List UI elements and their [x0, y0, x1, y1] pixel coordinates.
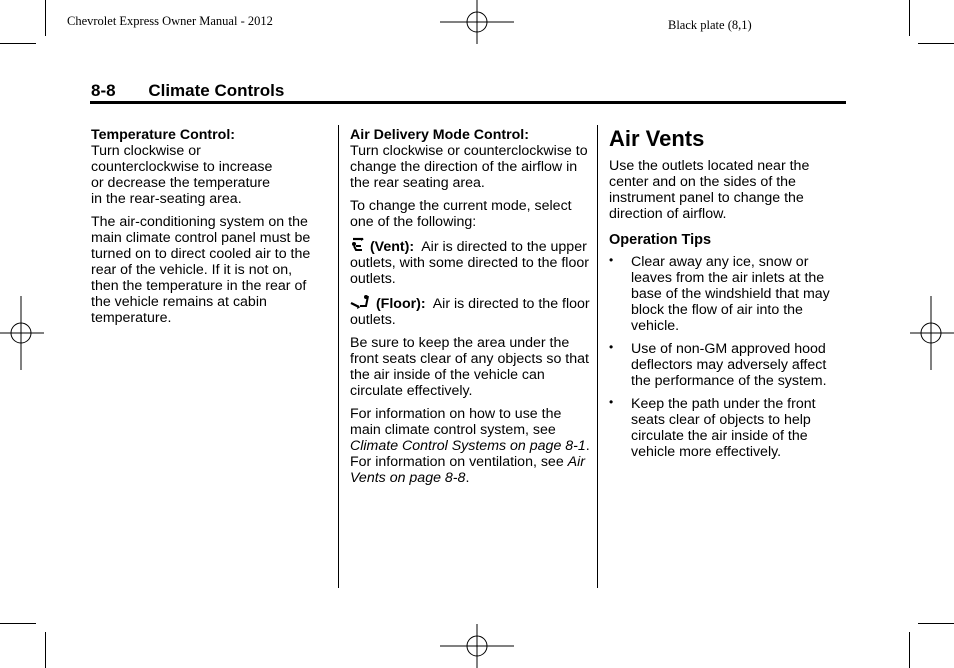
- column-divider-1: [338, 125, 339, 588]
- operation-tips-heading: Operation Tips: [609, 232, 712, 248]
- column-2: [350, 127, 590, 493]
- column-3: [609, 127, 845, 467]
- climate-control-systems-link[interactable]: Climate Control Systems on page 8-1: [350, 438, 586, 454]
- vent-mode-label: (Vent):: [369, 239, 415, 255]
- temperature-control-paragraph: [91, 127, 323, 207]
- air-vents-intro: Use the outlets located near the center and on the sides of the instrument panel to change the direction of airflow.: [609, 158, 810, 222]
- column-divider-2: [597, 125, 598, 588]
- clear-area-paragraph: Be sure to keep the area under the front seats clear of any objects so that the air inside of the vehicle can circulate effectively.: [350, 335, 589, 399]
- column-1: [91, 127, 323, 333]
- list-item: • Clear away any ice, snow or leaves from the air inlets at the base of the windshield that may block the flow of air into the vehicle.: [609, 253, 830, 334]
- vent-mode-icon: [350, 237, 366, 253]
- bullet: •: [609, 395, 614, 409]
- bullet: •: [609, 340, 614, 354]
- air-delivery-mode-heading: Air Delivery Mode Control:: [350, 127, 529, 143]
- select-mode-paragraph: To change the current mode, select one of the following:: [350, 198, 572, 230]
- floor-mode-paragraph: [350, 294, 590, 328]
- air-delivery-mode-paragraph: [350, 127, 590, 191]
- operation-tips-list: [609, 254, 845, 460]
- list-item: • Use of non-GM approved hood deflectors may adversely affect the performance of the system.: [609, 340, 827, 389]
- manual-title: Chevrolet Express Owner Manual - 2012: [67, 14, 273, 28]
- registration-mark-top: [440, 0, 514, 44]
- registration-mark-right: [910, 296, 954, 370]
- air-delivery-mode-text: Turn clockwise or counterclockwise to change the direction of the airflow in the rear seating area.: [350, 143, 588, 191]
- section-rule: [90, 101, 846, 104]
- more-info-end: .: [465, 470, 470, 486]
- floor-mode-label: (Floor):: [375, 296, 426, 312]
- temperature-control-heading: Temperature Control:: [91, 127, 235, 143]
- vent-mode-text: Air is directed to the upper outlets, with some directed to the floor outlets.: [350, 239, 589, 287]
- bullet: •: [609, 253, 614, 267]
- air-vents-link[interactable]: Air Vents on page 8-8: [350, 454, 586, 486]
- plate-label: Black plate (8,1): [668, 18, 752, 32]
- more-info-intro: For information on how to use the main climate control system, see: [350, 406, 562, 438]
- section-title: Climate Controls: [148, 81, 285, 100]
- more-info-middle: . For information on ventilation, see: [350, 438, 590, 470]
- floor-mode-text: Air is directed to the floor outlets.: [350, 296, 590, 328]
- registration-mark-left: [0, 296, 44, 370]
- section-number: 8-8: [91, 81, 116, 100]
- air-vents-title: Air Vents: [609, 126, 705, 151]
- vent-mode-paragraph: [350, 237, 590, 287]
- ac-system-paragraph: The air-conditioning system on the main climate control panel must be turned on to direct cooled air to the rear of the vehicle. If it is not on, then the temperature in the rear of the vehicle remains at cabin temperature.: [91, 214, 311, 326]
- more-info-paragraph: [350, 406, 590, 486]
- floor-mode-icon: [350, 294, 372, 310]
- temperature-control-text: Turn clockwise or counterclockwise to increase or decrease the temperature in the rear-seating area.: [91, 143, 273, 207]
- registration-mark-bottom: [440, 624, 514, 668]
- list-item: • Keep the path under the front seats clear of objects to help circulate the air inside of the vehicle more effectively.: [609, 395, 816, 460]
- section-heading: [91, 81, 284, 101]
